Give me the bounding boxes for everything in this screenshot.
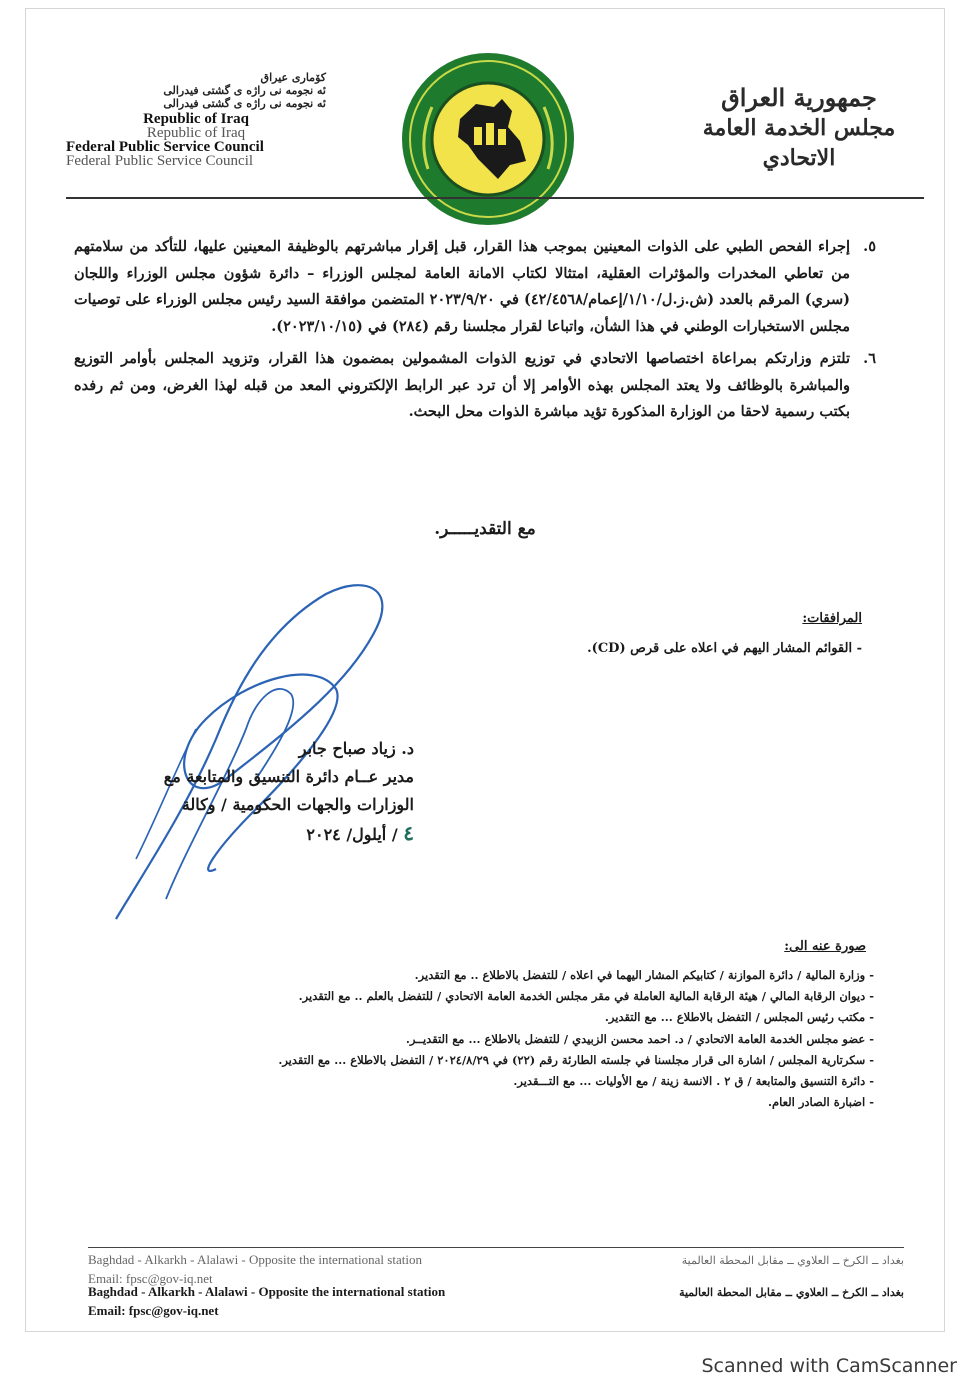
- arabic-country: جمهورية العراق: [721, 83, 877, 112]
- closing-salutation: مع التقديـــــر.: [434, 519, 536, 539]
- cc-item: - دائرة التنسيق والمتابعة / ق ٢ . الانسة زينة / مع الأوليات ... مع التـــقدير.: [154, 1071, 874, 1092]
- paragraph: [74, 234, 876, 340]
- kurdish-line: كۆماری عیراق: [260, 71, 326, 84]
- signatory-title-2: الوزارات والجهات الحكومية / وكالة: [181, 795, 414, 814]
- footer-address-en-ghost: Baghdad - Alkarkh - Alalawi - Opposite the international station: [88, 1252, 422, 1267]
- cc-list: [154, 965, 874, 1113]
- footer-address-ar: بغداد ــ الكرخ ــ العلاوي ــ مقابل المحطة العالمية: [679, 1286, 904, 1299]
- english-council: Federal Public Service Council: [66, 139, 264, 155]
- cc-item: - ديوان الرقابة المالي / هيئة الرقابة المالية العاملة في مقر مجلس الخدمة العامة الاتحادي / للتفضل بالعلم .. مع التقدير.: [154, 986, 874, 1007]
- cc-item: - مكتب رئيس المجلس / التفضل بالاطلاع ... مع التقدير.: [154, 1007, 874, 1028]
- attachment-item: - القوائم المشار اليهم في اعلاه على قرص (CD).: [587, 641, 862, 656]
- signature-block: [94, 735, 414, 849]
- attachments-title: المرافقات:: [802, 611, 862, 626]
- paragraph-text: تلتزم وزارتكم بمراعاة اختصاصها الاتحادي في توزيع الذوات المشمولين بمضمون هذا القرار، وتزويد المجلس بأوامر التوزيع والمباشرة بالوظائف ولا يعتد المجلس بهذه الأوامر إلا أن ترد عبر الرابط الإلكتروني المعد من قبله لهذا الغرض، ومن ثم رفده بكتب رسمية لاحقا من الوزارة المذكورة تؤيد مباشرة الذوات محل البحث.: [74, 350, 850, 420]
- signature-date-day: ٤: [403, 821, 414, 845]
- cc-title: صورة عنه الى:: [784, 939, 866, 954]
- kurdish-line: ئه نجومه نی راژه ی گشتی فیدرالی: [163, 84, 326, 97]
- paragraph-text: إجراء الفحص الطبي على الذوات المعينين بموجب هذا القرار، قبل إقرار مباشرتهم بالوظيفة المعينين عليها، للتأكد من سلامتهم من تعاطي المخدرات والمؤثرات العقلية، امتثالا لكتاب الامانة العامة لمجلس الوزراء – دائرة شؤون مجلس الوزراء واللجان (سري) المرقم بالعدد (ش.ز.ل/١/١٠/إعمام/٤٢/٤٥٦٨) في ٢٠٢٣/٩/٢٠ المتضمن موافقة السيد رئيس مجلس الوزراء على توصيات مجلس الاستخبارات الوطني في هذا الشأن، واتباعا لقرار مجلسنا رقم (٢٨٤) في (٢٠٢٣/١٠/١٥).: [74, 238, 850, 335]
- paragraph-number: ٥.: [863, 238, 876, 255]
- letterhead-left: [66, 71, 326, 168]
- footer-email-ghost: Email: fpsc@gov-iq.net: [88, 1271, 213, 1286]
- letter-body: [74, 234, 876, 432]
- footer-address-ar-ghost: بغداد ــ الكرخ ــ العلاوي ــ مقابل المحطة العالمية: [681, 1254, 904, 1267]
- signatory-title-1: مدير عــام دائرة التنسيق والمتابعة مع: [163, 767, 414, 786]
- signature-date-rest: / أيلول/ ٢٠٢٤: [306, 825, 398, 844]
- paragraph: [74, 346, 876, 426]
- iraq-map-emblem-icon: [398, 49, 578, 229]
- document-page: [25, 8, 945, 1332]
- footer-address-en: Baghdad - Alkarkh - Alalawi - Opposite the international station: [88, 1284, 446, 1299]
- cc-item: - اضبارة الصادر العام.: [154, 1092, 874, 1113]
- kurdish-line: ئه نجومه نی راژه ی گشتی فیدرالی: [163, 97, 326, 110]
- cc-item: - عضو مجلس الخدمة العامة الاتحادي / د. احمد محسن الزبيدي / للتفضل بالاطلاع ... مع التقديــر.: [154, 1029, 874, 1050]
- signature-date: [94, 819, 414, 849]
- arabic-council: مجلس الخدمة العامة الاتحادي: [702, 115, 896, 171]
- camscanner-watermark: Scanned with CamScanner: [701, 1355, 957, 1377]
- paragraph-number: ٦.: [863, 350, 876, 367]
- signatory-name: د. زياد صباح جابر: [298, 739, 414, 758]
- footer-divider: [88, 1247, 904, 1248]
- english-country-ghost: Republic of Iraq: [146, 125, 246, 141]
- footer-email: Email: fpsc@gov-iq.net: [88, 1303, 219, 1318]
- header-divider: [66, 197, 924, 199]
- cc-item: - وزارة المالية / دائرة الموازنة / كتابيكم المشار اليهما في اعلاه / للتفضل بالاطلاع .. مع التقدير.: [154, 965, 874, 986]
- letterhead-right: [674, 83, 924, 173]
- cc-item: - سكرتارية المجلس / اشارة الى قرار مجلسنا في جلسته الطارئة رقم (٢٢) في ٢٠٢٤/٨/٢٩ / التفضل بالاطلاع ... مع التقدير.: [154, 1050, 874, 1071]
- english-country: Republic of Iraq: [143, 111, 249, 127]
- english-council-ghost: Federal Public Service Council: [66, 153, 254, 169]
